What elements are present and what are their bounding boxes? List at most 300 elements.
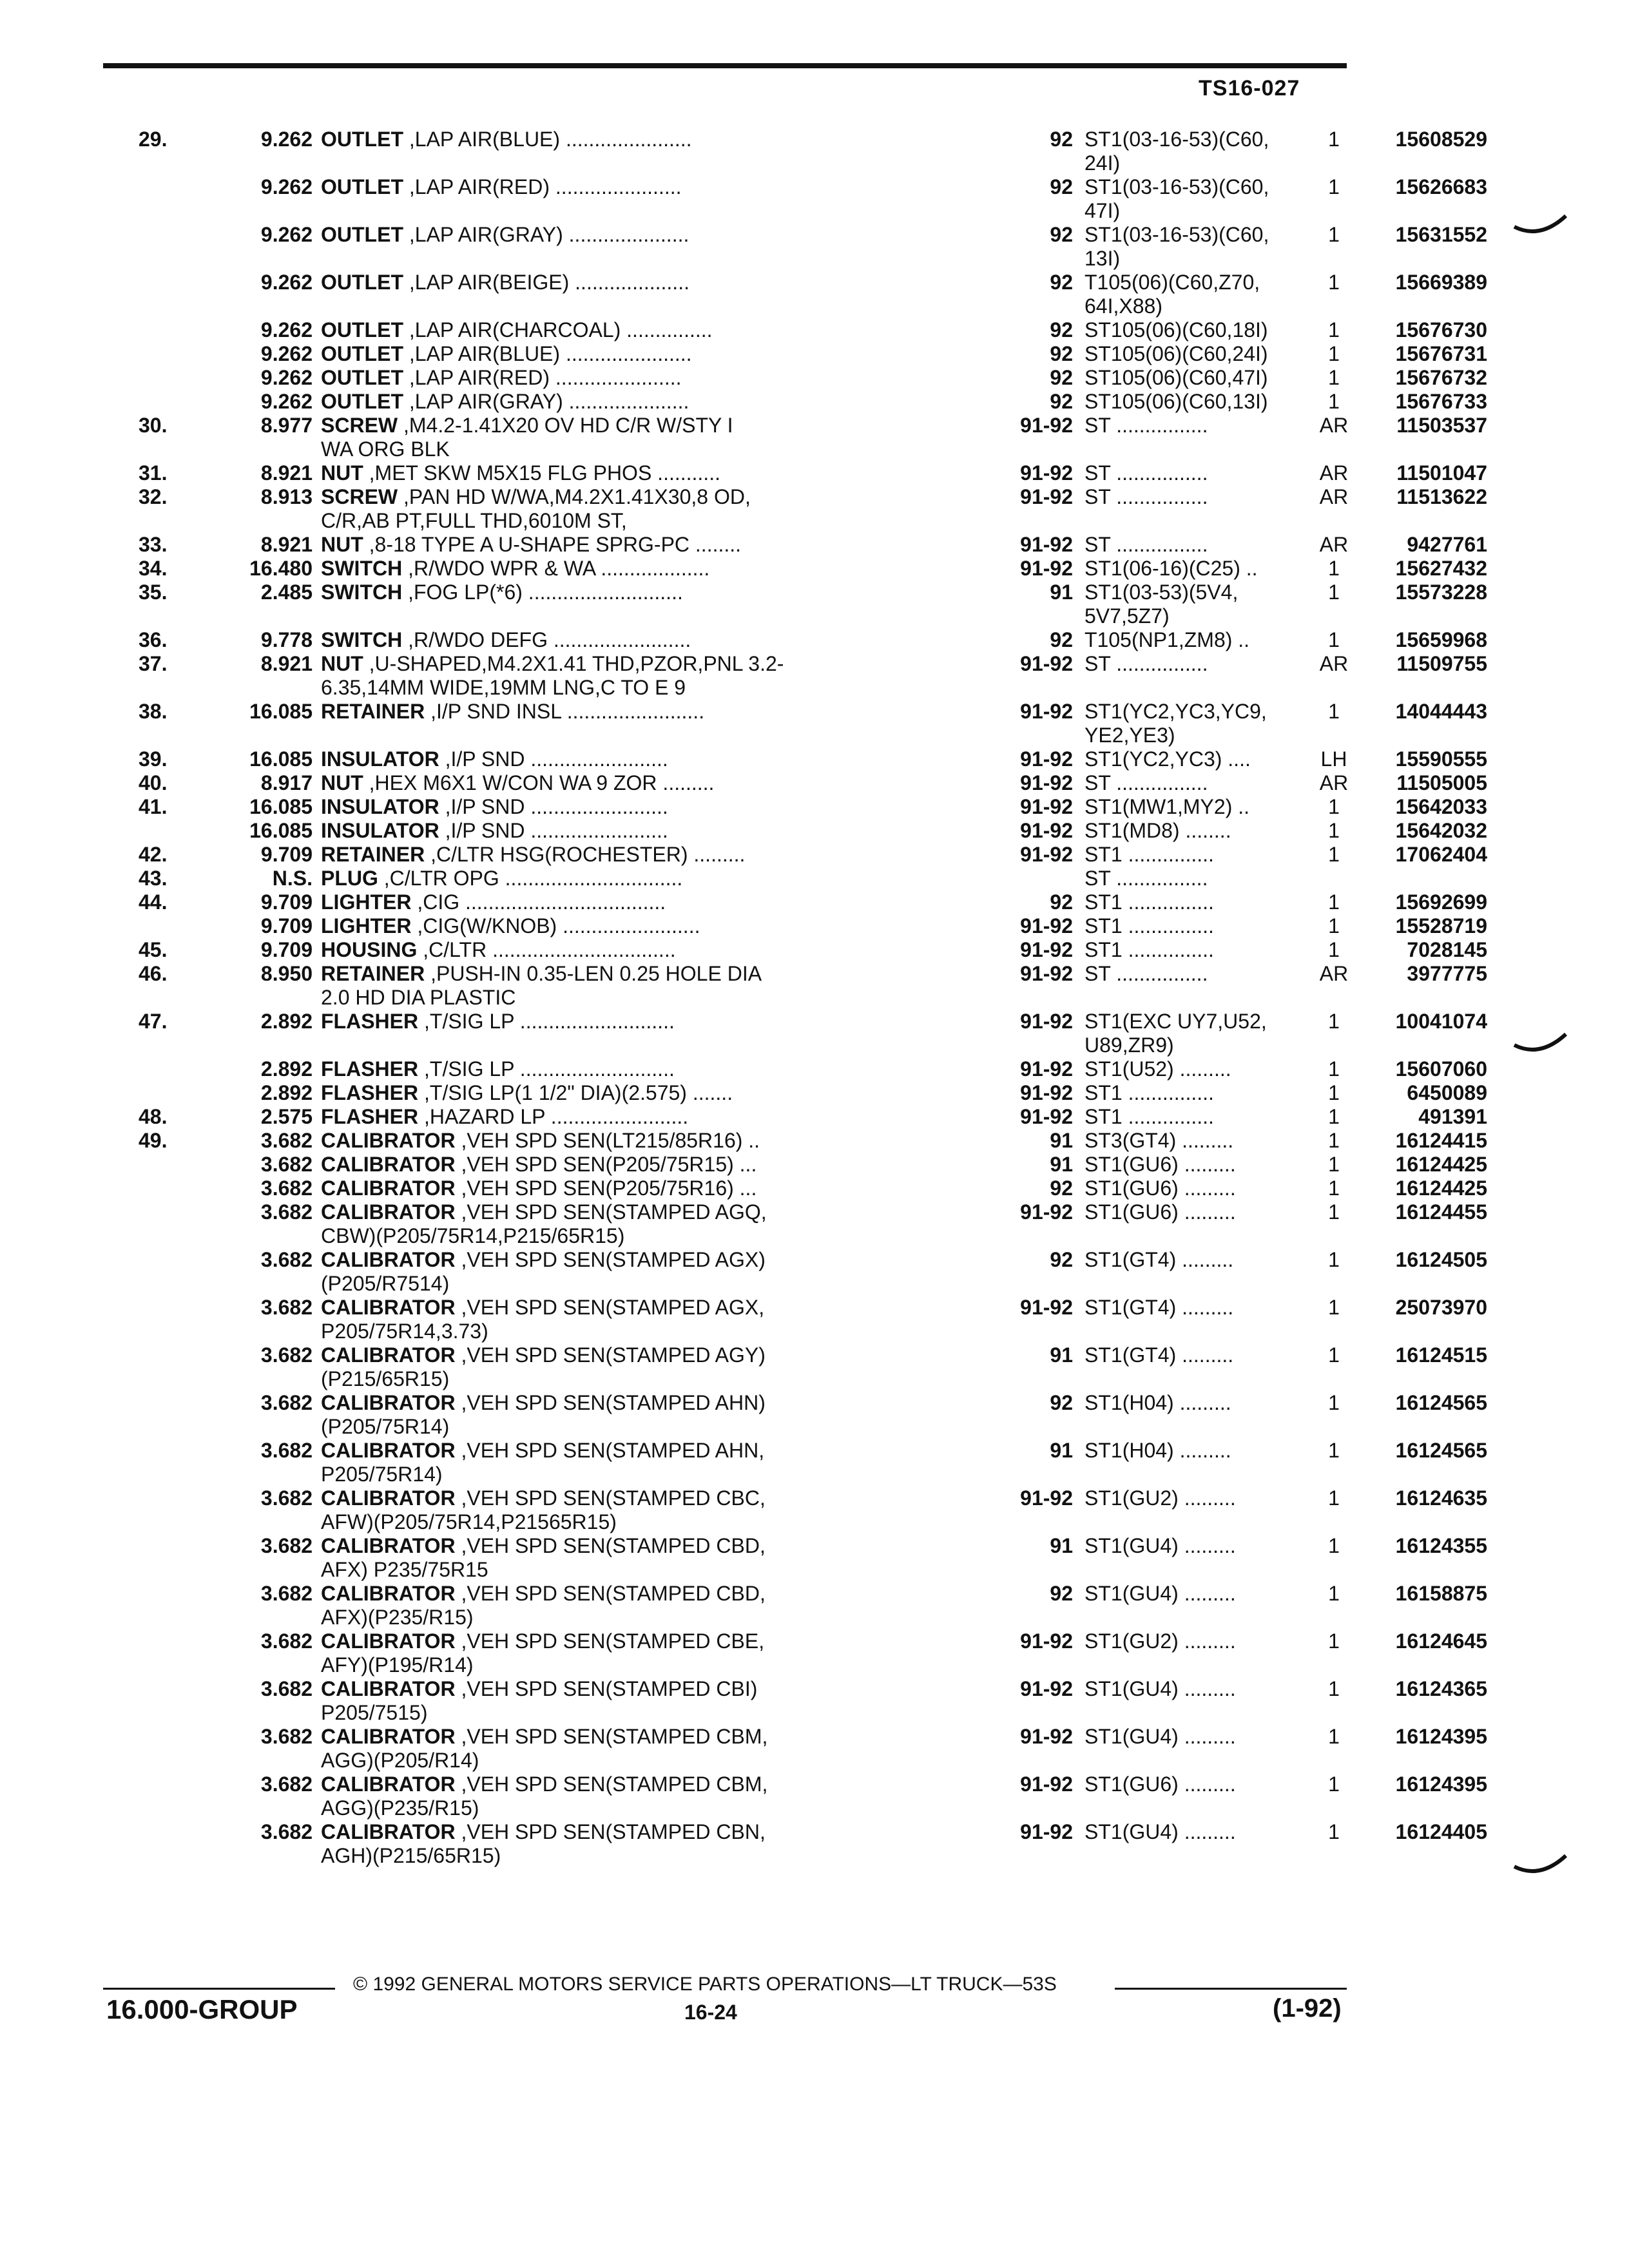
item-number: 30. bbox=[139, 414, 168, 437]
part-number: 16124395 bbox=[1395, 1725, 1487, 1748]
part-description bbox=[321, 1391, 988, 1439]
quantity: 1 bbox=[1328, 1820, 1340, 1843]
usage-code bbox=[1084, 1343, 1304, 1367]
item-number: 40. bbox=[139, 771, 168, 794]
part-detail: ,LAP AIR(RED) ...................... bbox=[403, 175, 682, 198]
part-detail: ,VEH SPD SEN(STAMPED CBC, bbox=[455, 1486, 766, 1510]
usage-line: ST1(MD8) ........ bbox=[1084, 819, 1231, 842]
section-number: 3.682 bbox=[260, 1677, 313, 1700]
usage-code bbox=[1084, 890, 1304, 914]
parts-row bbox=[139, 461, 1487, 485]
usage-line: ST1(GT4) ......... bbox=[1084, 1343, 1234, 1367]
usage-code bbox=[1084, 414, 1304, 437]
section-number: 9.709 bbox=[260, 843, 313, 866]
usage-code bbox=[1084, 652, 1304, 676]
part-name: OUTLET bbox=[321, 175, 403, 198]
part-detail: ,VEH SPD SEN(STAMPED CBI) bbox=[455, 1677, 758, 1700]
section-number: 8.950 bbox=[260, 962, 313, 985]
section-number: 3.682 bbox=[260, 1129, 313, 1152]
quantity: AR bbox=[1319, 652, 1349, 675]
part-description bbox=[321, 414, 988, 461]
part-name: CALIBRATOR bbox=[321, 1725, 456, 1748]
model-years: 91-92 bbox=[1020, 1105, 1073, 1128]
item-number: 36. bbox=[139, 628, 168, 651]
parts-row bbox=[139, 1820, 1487, 1868]
part-detail: ,LAP AIR(GRAY) ..................... bbox=[403, 223, 689, 246]
part-description bbox=[321, 271, 988, 294]
model-years: 91-92 bbox=[1020, 938, 1073, 961]
part-description bbox=[321, 867, 988, 890]
part-detail: ,U-SHAPED,M4.2X1.41 THD,PZOR,PNL 3.2- bbox=[363, 652, 784, 675]
quantity: 1 bbox=[1328, 938, 1340, 961]
usage-line: ST105(06)(C60,18I) bbox=[1084, 318, 1268, 341]
usage-line: ST1(03-53)(5V4, bbox=[1084, 581, 1239, 604]
usage-code bbox=[1084, 271, 1304, 318]
parts-row bbox=[139, 414, 1487, 461]
quantity: 1 bbox=[1328, 819, 1340, 842]
section-number: 9.709 bbox=[260, 938, 313, 961]
part-number: 16124455 bbox=[1395, 1200, 1487, 1224]
description-line bbox=[321, 1153, 988, 1177]
usage-code bbox=[1084, 1677, 1304, 1701]
usage-code bbox=[1084, 1177, 1304, 1200]
usage-line: ST1 ............... bbox=[1084, 890, 1214, 914]
usage-code bbox=[1084, 747, 1304, 771]
usage-line: ST1(GU2) ......... bbox=[1084, 1629, 1236, 1653]
parts-row bbox=[139, 557, 1487, 581]
part-number: 15659968 bbox=[1395, 628, 1487, 651]
usage-line: ST1(03-16-53)(C60, bbox=[1084, 223, 1269, 246]
usage-code bbox=[1084, 1105, 1304, 1129]
quantity: 1 bbox=[1328, 1081, 1340, 1104]
usage-code bbox=[1084, 1439, 1304, 1463]
model-years: 91 bbox=[1050, 1153, 1073, 1176]
description-line bbox=[321, 1439, 988, 1463]
usage-line: ST1 ............... bbox=[1084, 843, 1214, 866]
part-description bbox=[321, 461, 988, 485]
quantity: AR bbox=[1319, 461, 1349, 485]
part-number: 16158875 bbox=[1395, 1582, 1487, 1605]
description-line bbox=[321, 1725, 988, 1749]
section-number: 9.709 bbox=[260, 914, 313, 937]
description-line bbox=[321, 557, 988, 581]
section-number: 3.682 bbox=[260, 1534, 313, 1557]
section-number: 9.262 bbox=[260, 175, 313, 198]
part-detail: ,VEH SPD SEN(STAMPED CBE, bbox=[455, 1629, 765, 1653]
part-detail: ,VEH SPD SEN(STAMPED CBD, bbox=[455, 1534, 766, 1557]
part-detail: ,CIG ................................... bbox=[411, 890, 666, 914]
quantity: 1 bbox=[1328, 1248, 1340, 1271]
model-years: 91-92 bbox=[1020, 485, 1073, 508]
model-years: 92 bbox=[1050, 175, 1073, 198]
section-number: 8.921 bbox=[260, 652, 313, 675]
usage-code bbox=[1084, 771, 1304, 795]
parts-row bbox=[139, 485, 1487, 533]
part-description bbox=[321, 962, 988, 1010]
usage-code bbox=[1084, 557, 1304, 581]
part-description bbox=[321, 128, 988, 151]
part-name: CALIBRATOR bbox=[321, 1200, 456, 1224]
part-number: 3977775 bbox=[1407, 962, 1487, 985]
part-detail: WA ORG BLK bbox=[321, 437, 450, 461]
part-detail: ,LAP AIR(RED) ...................... bbox=[403, 366, 682, 389]
parts-row bbox=[139, 581, 1487, 628]
usage-line: ST1(YC2,YC3,YC9, bbox=[1084, 700, 1267, 723]
parts-row bbox=[139, 1343, 1487, 1391]
usage-line: ST ................ bbox=[1084, 652, 1208, 675]
item-number: 31. bbox=[139, 461, 168, 485]
model-years: 92 bbox=[1050, 318, 1073, 341]
footer-rule-left bbox=[103, 1988, 335, 1990]
part-description bbox=[321, 1534, 988, 1582]
description-line bbox=[321, 890, 988, 914]
usage-code bbox=[1084, 1248, 1304, 1272]
description-line bbox=[321, 437, 988, 461]
model-years: 91-92 bbox=[1020, 1629, 1073, 1653]
part-number: 15676731 bbox=[1395, 342, 1487, 365]
description-line bbox=[321, 533, 988, 557]
quantity: 1 bbox=[1328, 318, 1340, 341]
part-description bbox=[321, 1486, 988, 1534]
usage-line: ST1 ............... bbox=[1084, 1081, 1214, 1104]
usage-line: ST105(06)(C60,13I) bbox=[1084, 390, 1268, 413]
part-name: CALIBRATOR bbox=[321, 1629, 456, 1653]
part-detail: CBW)(P205/75R14,P215/65R15) bbox=[321, 1224, 625, 1247]
model-years: 92 bbox=[1050, 1177, 1073, 1200]
part-number: 15528719 bbox=[1395, 914, 1487, 937]
quantity: 1 bbox=[1328, 1439, 1340, 1462]
description-line bbox=[321, 1558, 988, 1582]
part-detail: ,I/P SND INSL ........................ bbox=[425, 700, 705, 723]
description-line bbox=[321, 938, 988, 962]
section-number: 3.682 bbox=[260, 1343, 313, 1367]
parts-row bbox=[139, 1677, 1487, 1725]
part-description bbox=[321, 1725, 988, 1773]
model-years: 91 bbox=[1050, 1439, 1073, 1462]
parts-row bbox=[139, 342, 1487, 366]
quantity: 1 bbox=[1328, 1153, 1340, 1176]
description-line bbox=[321, 1200, 988, 1224]
part-name: OUTLET bbox=[321, 366, 403, 389]
page-number: 16-24 bbox=[684, 2001, 737, 2024]
part-detail: ,MET SKW M5X15 FLG PHOS ........... bbox=[363, 461, 720, 485]
usage-code bbox=[1084, 1486, 1304, 1510]
group-label: 16.000-GROUP bbox=[106, 1994, 298, 2024]
part-name: CALIBRATOR bbox=[321, 1153, 456, 1176]
description-line bbox=[321, 1701, 988, 1725]
quantity: AR bbox=[1319, 485, 1349, 508]
parts-row bbox=[139, 890, 1487, 914]
part-description bbox=[321, 652, 988, 700]
part-number: 15676730 bbox=[1395, 318, 1487, 341]
description-line bbox=[321, 1177, 988, 1200]
model-years: 92 bbox=[1050, 342, 1073, 365]
usage-line: ST1 ............... bbox=[1084, 938, 1214, 961]
parts-row bbox=[139, 1129, 1487, 1153]
description-line bbox=[321, 795, 988, 819]
part-number: 10041074 bbox=[1395, 1010, 1487, 1033]
section-number: 16.085 bbox=[249, 795, 313, 818]
usage-code bbox=[1084, 1057, 1304, 1081]
part-description bbox=[321, 914, 988, 938]
part-detail: C/R,AB PT,FULL THD,6010M ST, bbox=[321, 509, 627, 532]
item-number: 37. bbox=[139, 652, 168, 675]
part-detail: P205/75R14) bbox=[321, 1463, 443, 1486]
usage-line: 47I) bbox=[1084, 199, 1121, 222]
description-line bbox=[321, 1415, 988, 1439]
quantity: 1 bbox=[1328, 1105, 1340, 1128]
section-number: 2.575 bbox=[260, 1105, 313, 1128]
usage-code bbox=[1084, 1725, 1304, 1749]
description-line bbox=[321, 1010, 988, 1033]
section-number: 9.262 bbox=[260, 366, 313, 389]
section-number: 3.682 bbox=[260, 1296, 313, 1319]
part-detail: ,LAP AIR(BLUE) ...................... bbox=[403, 342, 692, 365]
quantity: 1 bbox=[1328, 1200, 1340, 1224]
part-name: OUTLET bbox=[321, 318, 403, 341]
item-number: 39. bbox=[139, 747, 168, 771]
item-number: 33. bbox=[139, 533, 168, 556]
model-years: 91-92 bbox=[1020, 795, 1073, 818]
part-detail: ,I/P SND ........................ bbox=[439, 819, 668, 842]
usage-code bbox=[1084, 628, 1304, 652]
parts-row bbox=[139, 1010, 1487, 1057]
quantity: 1 bbox=[1328, 700, 1340, 723]
section-number: 9.262 bbox=[260, 271, 313, 294]
quantity: 1 bbox=[1328, 175, 1340, 198]
part-name: SWITCH bbox=[321, 557, 403, 580]
part-description bbox=[321, 342, 988, 366]
part-detail: (P215/65R15) bbox=[321, 1367, 450, 1390]
model-years: 91 bbox=[1050, 1534, 1073, 1557]
usage-line: ST1(H04) ......... bbox=[1084, 1391, 1231, 1414]
parts-row bbox=[139, 128, 1487, 175]
part-name: CALIBRATOR bbox=[321, 1486, 456, 1510]
part-detail: ,PAN HD W/WA,M4.2X1.41X30,8 OD, bbox=[398, 485, 751, 508]
part-number: 11513622 bbox=[1396, 485, 1487, 508]
model-years: 92 bbox=[1050, 271, 1073, 294]
quantity: 1 bbox=[1328, 1486, 1340, 1510]
part-detail: ,HEX M6X1 W/CON WA 9 ZOR ......... bbox=[363, 771, 715, 794]
part-number: 15590555 bbox=[1395, 747, 1487, 771]
description-line bbox=[321, 1272, 988, 1296]
part-description bbox=[321, 1248, 988, 1296]
model-years: 91 bbox=[1050, 581, 1073, 604]
item-number: 42. bbox=[139, 843, 168, 866]
usage-line: ST ................ bbox=[1084, 962, 1208, 985]
binder-hole-mark-1 bbox=[1511, 213, 1569, 238]
parts-row bbox=[139, 1296, 1487, 1343]
part-name: OUTLET bbox=[321, 128, 403, 151]
item-number: 34. bbox=[139, 557, 168, 580]
section-number: 9.262 bbox=[260, 128, 313, 151]
parts-row bbox=[139, 1248, 1487, 1296]
item-number: 32. bbox=[139, 485, 168, 508]
model-years: 91-92 bbox=[1020, 1677, 1073, 1700]
item-number: 35. bbox=[139, 581, 168, 604]
quantity: 1 bbox=[1328, 1057, 1340, 1081]
quantity: AR bbox=[1319, 533, 1349, 556]
part-detail: ,VEH SPD SEN(STAMPED CBM, bbox=[455, 1725, 768, 1748]
section-number: 8.917 bbox=[260, 771, 313, 794]
part-description bbox=[321, 700, 988, 724]
description-line bbox=[321, 1629, 988, 1653]
parts-row bbox=[139, 223, 1487, 271]
usage-line: ST ................ bbox=[1084, 867, 1208, 890]
usage-code bbox=[1084, 485, 1304, 509]
item-number: 43. bbox=[139, 867, 168, 890]
part-number: 15607060 bbox=[1395, 1057, 1487, 1081]
part-detail: ,LAP AIR(GRAY) ..................... bbox=[403, 390, 689, 413]
usage-line: U89,ZR9) bbox=[1084, 1033, 1174, 1057]
usage-code bbox=[1084, 1129, 1304, 1153]
section-number: 9.778 bbox=[260, 628, 313, 651]
usage-code bbox=[1084, 318, 1304, 342]
part-detail: ,T/SIG LP(1 1/2" DIA)(2.575) ....... bbox=[418, 1081, 733, 1104]
usage-code bbox=[1084, 1391, 1304, 1415]
usage-line: ST ................ bbox=[1084, 461, 1208, 485]
usage-line: 24I) bbox=[1084, 151, 1121, 175]
part-detail: AFY)(P195/R14) bbox=[321, 1653, 474, 1677]
revision-date: (1-92) bbox=[1273, 1994, 1342, 2023]
part-description bbox=[321, 1343, 988, 1391]
usage-code bbox=[1084, 1010, 1304, 1057]
usage-code bbox=[1084, 962, 1304, 986]
part-detail: ,PUSH-IN 0.35-LEN 0.25 HOLE DIA bbox=[425, 962, 762, 985]
usage-code bbox=[1084, 223, 1304, 271]
description-line bbox=[321, 1486, 988, 1510]
usage-code bbox=[1084, 1296, 1304, 1320]
part-name: NUT bbox=[321, 652, 363, 675]
usage-line: ST1(GU4) ......... bbox=[1084, 1534, 1236, 1557]
section-number: 16.085 bbox=[249, 700, 313, 723]
model-years: 91-92 bbox=[1020, 747, 1073, 771]
part-description bbox=[321, 1200, 988, 1248]
parts-row bbox=[139, 914, 1487, 938]
parts-row bbox=[139, 795, 1487, 819]
section-number: N.S. bbox=[272, 867, 313, 890]
part-number: 16124565 bbox=[1395, 1391, 1487, 1414]
binder-hole-mark-2 bbox=[1511, 1031, 1569, 1057]
usage-line: ST1(H04) ......... bbox=[1084, 1439, 1231, 1462]
usage-line: ST105(06)(C60,24I) bbox=[1084, 342, 1268, 365]
usage-line: ST1(EXC UY7,U52, bbox=[1084, 1010, 1267, 1033]
description-line bbox=[321, 1820, 988, 1844]
part-number: 16124415 bbox=[1395, 1129, 1487, 1152]
part-name: OUTLET bbox=[321, 223, 403, 246]
usage-code bbox=[1084, 128, 1304, 175]
part-detail: (P205/R7514) bbox=[321, 1272, 450, 1295]
usage-line: ST1(GU4) ......... bbox=[1084, 1582, 1236, 1605]
model-years: 91-92 bbox=[1020, 1010, 1073, 1033]
model-years: 91 bbox=[1050, 1129, 1073, 1152]
part-detail: ,M4.2-1.41X20 OV HD C/R W/STY I bbox=[398, 414, 733, 437]
section-number: 2.485 bbox=[260, 581, 313, 604]
part-detail: ,I/P SND ........................ bbox=[439, 747, 668, 771]
model-years: 91-92 bbox=[1020, 1200, 1073, 1224]
part-description bbox=[321, 938, 988, 962]
part-number: 16124405 bbox=[1395, 1820, 1487, 1843]
model-years: 91-92 bbox=[1020, 557, 1073, 580]
section-number: 3.682 bbox=[260, 1391, 313, 1414]
description-line bbox=[321, 1749, 988, 1773]
part-detail: ,VEH SPD SEN(STAMPED AGY) bbox=[455, 1343, 766, 1367]
item-number: 47. bbox=[139, 1010, 168, 1033]
part-number: 15608529 bbox=[1395, 128, 1487, 151]
quantity: 1 bbox=[1328, 795, 1340, 818]
parts-row bbox=[139, 1177, 1487, 1200]
usage-line: ST1(GU2) ......... bbox=[1084, 1486, 1236, 1510]
part-detail: (P205/75R14) bbox=[321, 1415, 450, 1438]
model-years: 91-92 bbox=[1020, 1486, 1073, 1510]
usage-line: ST1(GU6) ......... bbox=[1084, 1177, 1236, 1200]
part-name: SWITCH bbox=[321, 628, 403, 651]
description-line bbox=[321, 485, 988, 509]
quantity: 1 bbox=[1328, 843, 1340, 866]
quantity: 1 bbox=[1328, 1582, 1340, 1605]
part-number: 9427761 bbox=[1407, 533, 1487, 556]
usage-line: ST1(GU6) ......... bbox=[1084, 1200, 1236, 1224]
part-description bbox=[321, 318, 988, 342]
section-number: 2.892 bbox=[260, 1010, 313, 1033]
section-number: 9.262 bbox=[260, 390, 313, 413]
part-description bbox=[321, 1129, 988, 1153]
description-line bbox=[321, 414, 988, 437]
part-number: 17062404 bbox=[1395, 843, 1487, 866]
part-description bbox=[321, 1773, 988, 1820]
parts-row bbox=[139, 1439, 1487, 1486]
part-name: CALIBRATOR bbox=[321, 1439, 456, 1462]
part-name: SCREW bbox=[321, 485, 398, 508]
part-name: SCREW bbox=[321, 414, 398, 437]
description-line bbox=[321, 1391, 988, 1415]
part-description bbox=[321, 1153, 988, 1177]
usage-line: ST ................ bbox=[1084, 771, 1208, 794]
model-years: 91-92 bbox=[1020, 1296, 1073, 1319]
description-line bbox=[321, 175, 988, 199]
usage-line: ST1(GT4) ......... bbox=[1084, 1248, 1234, 1271]
description-line bbox=[321, 1343, 988, 1367]
section-number: 16.085 bbox=[249, 747, 313, 771]
model-years: 91 bbox=[1050, 1343, 1073, 1367]
part-detail: ,HAZARD LP ........................ bbox=[418, 1105, 689, 1128]
quantity: 1 bbox=[1328, 581, 1340, 604]
section-number: 2.892 bbox=[260, 1057, 313, 1081]
section-number: 3.682 bbox=[260, 1582, 313, 1605]
part-name: CALIBRATOR bbox=[321, 1129, 456, 1152]
part-number: 15676733 bbox=[1395, 390, 1487, 413]
description-line bbox=[321, 1367, 988, 1391]
parts-row bbox=[139, 1629, 1487, 1677]
part-number: 15642032 bbox=[1395, 819, 1487, 842]
part-number: 16124395 bbox=[1395, 1773, 1487, 1796]
usage-line: ST1(U52) ......... bbox=[1084, 1057, 1231, 1081]
part-description bbox=[321, 533, 988, 557]
quantity: 1 bbox=[1328, 1010, 1340, 1033]
description-line bbox=[321, 986, 988, 1010]
usage-line: ST1 ............... bbox=[1084, 1105, 1214, 1128]
part-number: 16124515 bbox=[1395, 1343, 1487, 1367]
usage-line: ST1(03-16-53)(C60, bbox=[1084, 128, 1269, 151]
part-name: FLASHER bbox=[321, 1057, 419, 1081]
part-detail: ,R/WDO DEFG ........................ bbox=[402, 628, 691, 651]
usage-line: ST1(03-16-53)(C60, bbox=[1084, 175, 1269, 198]
section-number: 8.921 bbox=[260, 533, 313, 556]
parts-row bbox=[139, 1725, 1487, 1773]
usage-line: ST1 ............... bbox=[1084, 914, 1214, 937]
part-description bbox=[321, 1629, 988, 1677]
quantity: AR bbox=[1319, 962, 1349, 985]
